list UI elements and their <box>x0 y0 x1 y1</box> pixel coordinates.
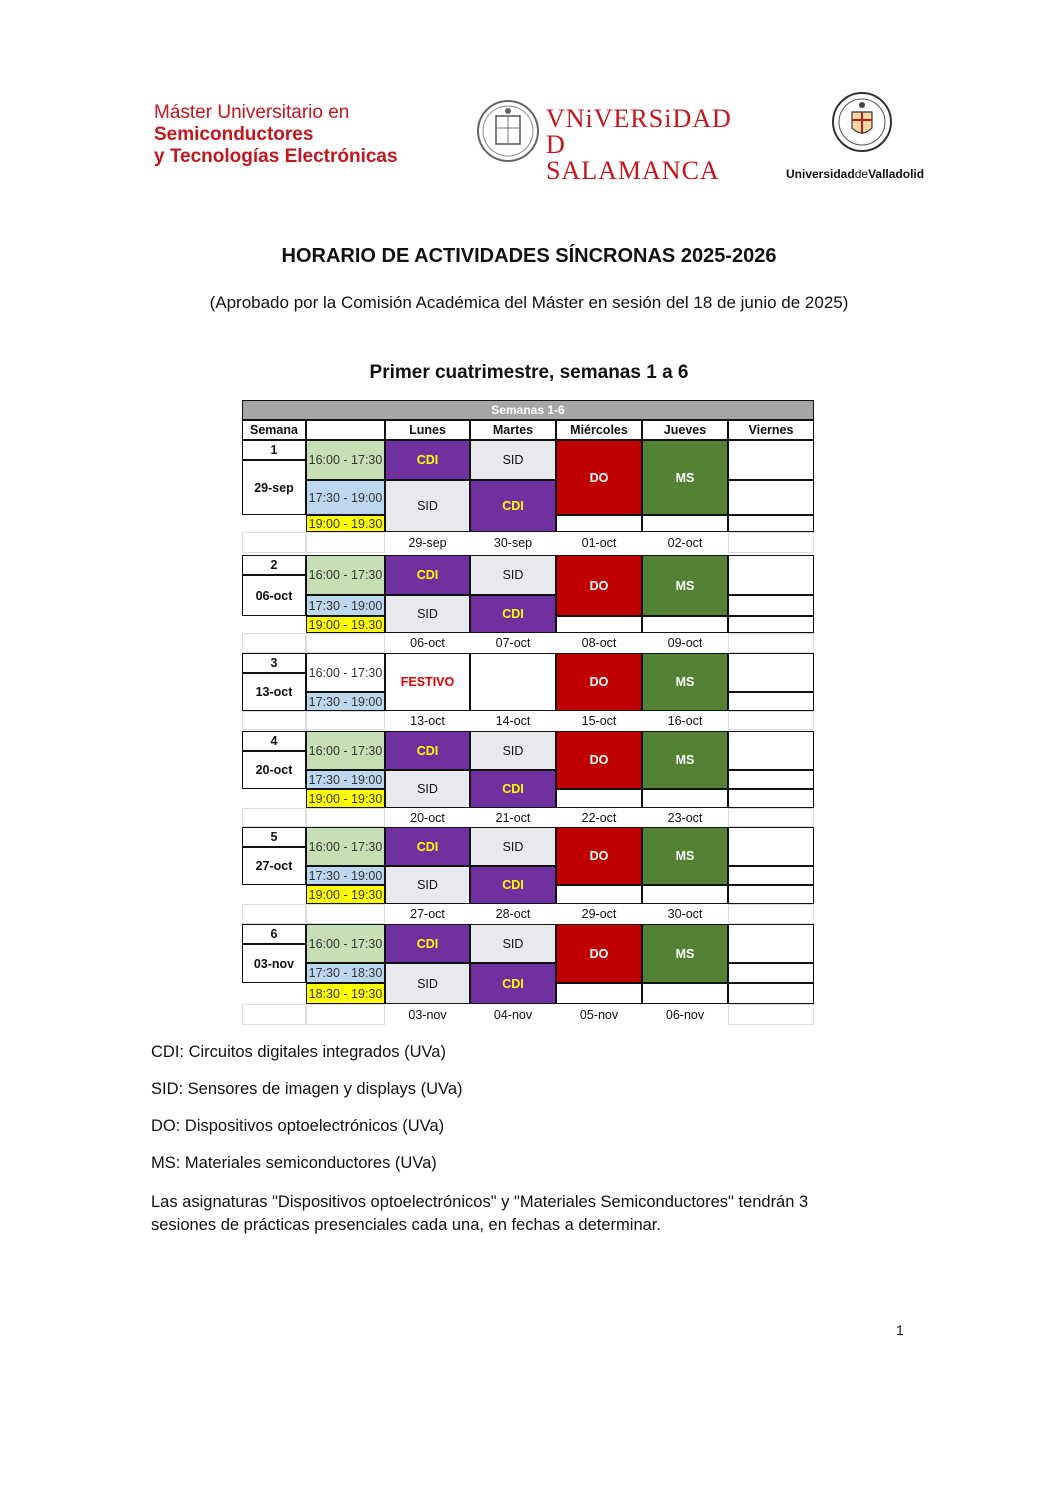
day-date: 30-sep <box>493 535 533 550</box>
uva-seal-icon <box>830 90 894 154</box>
empty-cell <box>728 440 814 480</box>
subject-cell: MS <box>642 731 728 789</box>
empty-cell <box>642 885 728 904</box>
section-title: Primer cuatrimestre, semanas 1 a 6 <box>369 362 689 383</box>
subject-cell: CDI <box>385 731 470 770</box>
day-date: 13-oct <box>410 713 445 728</box>
empty-cell <box>728 808 814 827</box>
legend-sid: SID: Sensores de imagen y displays (UVa) <box>151 1080 463 1098</box>
day-date: 16-oct <box>667 713 703 728</box>
time-slot: 16:00 - 17:30 <box>306 653 385 692</box>
empty-cell <box>642 515 728 532</box>
usal-logo <box>476 98 732 185</box>
empty-cell <box>728 480 814 515</box>
page-subtitle: (Aprobado por la Comisión Académica del Máster en sesión del 18 de junio de 2025) <box>209 293 849 312</box>
uva-logo <box>786 90 946 185</box>
master-title-line2: Semiconductores <box>154 124 314 145</box>
subject-cell: SID <box>470 555 556 595</box>
week-number: 4 <box>242 731 306 751</box>
empty-cell <box>306 633 385 653</box>
column-header: Jueves <box>642 420 728 440</box>
day-date: 27-oct <box>410 907 445 921</box>
subject-cell: SID <box>385 480 470 532</box>
week-date: 06-oct <box>242 575 306 616</box>
time-slot: 18:30 - 19:30 <box>306 983 385 1004</box>
column-header <box>306 420 385 440</box>
empty-cell <box>728 633 814 653</box>
usal-wordmark <box>546 106 732 184</box>
day-date: 02-oct <box>667 535 703 550</box>
subject-cell: SID <box>470 440 556 480</box>
column-header: Lunes <box>385 420 470 440</box>
time-slot: 16:00 - 17:30 <box>306 440 385 480</box>
subject-cell: SID <box>385 770 470 808</box>
practicals-note: Las asignaturas "Dispositivos optoelectrónicos" y "Materiales Semiconductores" tendrán 3 sesiones de prácticas presenciales cada una, en fechas a determinar. <box>151 1193 809 1234</box>
subject-cell: CDI <box>385 555 470 595</box>
uva-part1: Universidad <box>786 167 855 181</box>
subject-cell: DO <box>556 827 642 885</box>
column-header: Martes <box>470 420 556 440</box>
time-slot: 17:30 - 19:00 <box>306 595 385 616</box>
subject-cell: SID <box>470 924 556 963</box>
empty-cell <box>556 983 642 1004</box>
empty-cell <box>242 711 306 730</box>
week-date: 27-oct <box>242 847 306 885</box>
empty-cell <box>728 1004 814 1025</box>
week-number: 2 <box>242 555 306 575</box>
subject-cell: SID <box>385 866 470 904</box>
time-slot: 19:00 - 19:30 <box>306 789 385 808</box>
empty-cell <box>728 555 814 595</box>
subject-cell: MS <box>642 440 728 515</box>
subject-cell: DO <box>556 555 642 616</box>
column-header: Viernes <box>728 420 814 440</box>
uva-wordmark <box>786 167 924 181</box>
empty-cell <box>556 515 642 532</box>
empty-cell <box>642 983 728 1004</box>
time-slot: 16:00 - 17:30 <box>306 924 385 963</box>
time-slot: 17:30 - 19:00 <box>306 770 385 789</box>
time-slot: 19:00 - 19.30 <box>306 515 385 532</box>
day-date: 29-oct <box>581 907 617 921</box>
empty-cell <box>728 515 814 532</box>
time-slot: 16:00 - 17:30 <box>306 827 385 866</box>
day-date: 23-oct <box>667 810 703 825</box>
empty-cell <box>470 653 556 711</box>
subject-cell: SID <box>385 963 470 1004</box>
subject-cell: DO <box>556 653 642 711</box>
master-title <box>154 102 398 168</box>
empty-cell <box>642 789 728 808</box>
empty-cell <box>728 616 814 633</box>
usal-line2: D SALAMANCA <box>546 130 720 185</box>
time-slot: 16:00 - 17:30 <box>306 731 385 770</box>
time-slot: 17:30 - 19:00 <box>306 866 385 885</box>
empty-cell <box>728 692 814 711</box>
legend-ms: MS: Materiales semiconductores (UVa) <box>151 1154 437 1172</box>
subject-cell: CDI <box>470 963 556 1004</box>
empty-cell <box>728 904 814 924</box>
day-date: 28-oct <box>495 907 531 921</box>
empty-cell <box>728 711 814 730</box>
legend-cdi: CDI: Circuitos digitales integrados (UVa) <box>151 1043 446 1061</box>
day-date: 01-oct <box>581 535 617 550</box>
empty-cell <box>728 770 814 789</box>
subject-cell: CDI <box>470 480 556 532</box>
day-date: 21-oct <box>495 810 531 825</box>
subject-cell: SID <box>470 731 556 770</box>
empty-cell <box>242 532 306 553</box>
page-title: HORARIO DE ACTIVIDADES SÍNCRONAS 2025-2026 <box>281 245 777 267</box>
day-date: 30-oct <box>667 907 703 921</box>
subject-cell: CDI <box>385 440 470 480</box>
subject-cell: DO <box>556 731 642 789</box>
subject-cell: CDI <box>385 827 470 866</box>
uva-part3: Valladolid <box>868 167 925 181</box>
empty-cell <box>556 789 642 808</box>
empty-cell <box>728 866 814 885</box>
time-slot: 16:00 - 17:30 <box>306 555 385 595</box>
time-slot: 17:30 - 19:00 <box>306 480 385 515</box>
subject-cell: MS <box>642 827 728 885</box>
subject-cell: CDI <box>470 595 556 633</box>
day-date: 03-nov <box>408 1007 447 1022</box>
time-slot: 17:30 - 18:30 <box>306 963 385 983</box>
day-date: 08-oct <box>581 636 617 650</box>
empty-cell <box>728 827 814 866</box>
empty-cell <box>556 616 642 633</box>
subject-cell: MS <box>642 924 728 983</box>
holiday-cell: FESTIVO <box>385 653 470 711</box>
empty-cell <box>728 653 814 692</box>
empty-cell <box>306 711 385 730</box>
time-slot: 17:30 - 19:00 <box>306 692 385 711</box>
subject-cell: CDI <box>470 770 556 808</box>
day-date: 05-nov <box>579 1007 619 1022</box>
empty-cell <box>728 731 814 770</box>
subject-cell: SID <box>470 827 556 866</box>
empty-cell <box>242 808 306 827</box>
time-slot: 19:00 - 19:30 <box>306 885 385 904</box>
subject-cell: MS <box>642 555 728 616</box>
week-number: 6 <box>242 924 306 944</box>
day-date: 07-oct <box>495 636 531 650</box>
empty-cell <box>728 789 814 808</box>
uva-part2: de <box>854 167 869 181</box>
group-header: Semanas 1-6 <box>242 400 814 420</box>
empty-cell <box>556 885 642 904</box>
subject-cell: CDI <box>385 924 470 963</box>
empty-cell <box>728 595 814 616</box>
week-date: 03-nov <box>242 944 306 983</box>
empty-cell <box>306 1004 385 1025</box>
subject-cell: DO <box>556 440 642 515</box>
day-date: 20-oct <box>410 810 445 825</box>
week-number: 1 <box>242 440 306 460</box>
day-date: 06-oct <box>410 636 445 650</box>
day-date: 09-oct <box>667 636 703 650</box>
week-number: 3 <box>242 653 306 673</box>
day-date: 04-nov <box>493 1007 533 1022</box>
day-date: 14-oct <box>495 713 531 728</box>
column-header: Semana <box>242 420 306 440</box>
legend-do: DO: Dispositivos optoelectrónicos (UVa) <box>151 1117 445 1135</box>
subject-cell: MS <box>642 653 728 711</box>
empty-cell <box>306 904 385 924</box>
schedule-table <box>242 400 814 1025</box>
empty-cell <box>242 904 306 924</box>
empty-cell <box>306 808 385 827</box>
page-number: 1 <box>896 1322 904 1338</box>
empty-cell <box>728 532 814 553</box>
subject-cell: CDI <box>470 866 556 904</box>
time-slot: 19:00 - 19.30 <box>306 616 385 633</box>
master-title-line1: Máster Universitario en <box>154 102 350 123</box>
empty-cell <box>642 616 728 633</box>
day-date: 06-nov <box>665 1007 705 1022</box>
week-date: 29-sep <box>242 460 306 515</box>
empty-cell <box>728 885 814 904</box>
empty-cell <box>728 924 814 963</box>
day-date: 22-oct <box>581 810 617 825</box>
empty-cell <box>728 963 814 983</box>
usal-seal-icon <box>476 98 540 164</box>
usal-line1: VNiVERSiDAD <box>546 104 732 133</box>
week-number: 5 <box>242 827 306 847</box>
week-date: 20-oct <box>242 751 306 789</box>
empty-cell <box>242 1004 306 1025</box>
day-date: 29-sep <box>408 535 447 550</box>
week-date: 13-oct <box>242 673 306 711</box>
subject-cell: DO <box>556 924 642 983</box>
empty-cell <box>306 532 385 553</box>
empty-cell <box>242 633 306 653</box>
column-header: Miércoles <box>556 420 642 440</box>
subject-cell: SID <box>385 595 470 633</box>
day-date: 15-oct <box>581 713 617 728</box>
empty-cell <box>728 983 814 1004</box>
master-title-line3: y Tecnologías Electrónicas <box>154 146 398 167</box>
